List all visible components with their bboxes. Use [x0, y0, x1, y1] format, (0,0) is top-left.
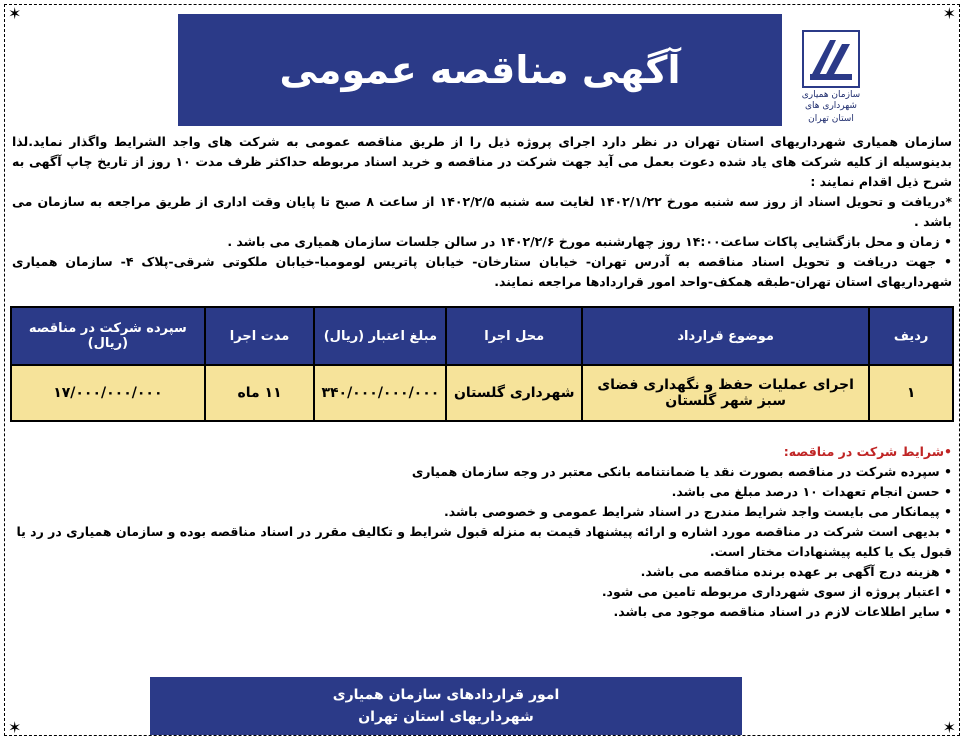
opening-bullet: • زمان و محل بازگشایی پاکات ساعت۱۴:۰۰ روز چهارشنبه مورخ ۱۴۰۲/۲/۶ در سالن جلسات سازمان همیاری می باشد . — [227, 234, 952, 249]
star-ornament-icon: ✶ — [8, 718, 22, 737]
condition-item: • بدیهی است شرکت در مناقصه مورد اشاره و ارائه پیشنهاد قیمت به منزله قبول شرایط و تکالیف مقرر در اسناد مناقصه بوده و سازمان همیاری در رد یا قبول یک یا کلیه پیشنهادات مختار است. — [16, 524, 952, 559]
conditions-section — [12, 442, 952, 622]
condition-item: • حسن انجام تعهدات ۱۰ درصد مبلغ می باشد. — [671, 484, 952, 499]
footer-line1: امور قراردادهای سازمان همیاری — [332, 687, 560, 703]
notice-body — [12, 132, 952, 292]
cell-location: شهرداری گلستان — [446, 365, 582, 421]
logo-text-line1: سازمان همیاری شهرداری های — [801, 90, 861, 111]
receipt-bullet: *دریافت و تحویل اسناد از روز سه شنبه مورخ ۱۴۰۲/۱/۲۲ لغایت سه شنبه ۱۴۰۲/۲/۵ از ساعت ۸ صبح تا پایان وقت اداری از طریق مراجعه به سازمان می باشد . — [12, 194, 953, 229]
header-location: محل اجرا — [446, 307, 582, 365]
organization-logo — [796, 30, 866, 125]
cell-budget: ۳۴۰/۰۰۰/۰۰۰/۰۰۰ — [314, 365, 446, 421]
header-deposit: سپرده شرکت در مناقصه (ریال) — [11, 307, 205, 365]
condition-item: • پیمانکار می بایست واجد شرایط مندرج در اسناد شرایط عمومی و خصوصی باشد. — [444, 504, 952, 519]
condition-item: • سایر اطلاعات لازم در اسناد مناقصه موجود می باشد. — [613, 604, 952, 619]
cell-subject: اجرای عملیات حفظ و نگهداری فضای سبز شهر گلستان — [582, 365, 869, 421]
header-duration: مدت اجرا — [205, 307, 315, 365]
table-header-row — [11, 307, 953, 365]
conditions-title: •شرایط شرکت در مناقصه: — [783, 444, 952, 459]
header-budget: مبلغ اعتبار (ریال) — [314, 307, 446, 365]
logo-icon — [802, 30, 860, 88]
tender-table — [10, 306, 954, 422]
cell-deposit: ۱۷/۰۰۰/۰۰۰/۰۰۰ — [11, 365, 205, 421]
footer-line2: شهرداریهای استان تهران — [358, 709, 534, 725]
condition-item: • اعتبار پروژه از سوی شهرداری مربوطه تامین می شود. — [601, 584, 952, 599]
header-row-number: ردیف — [869, 307, 953, 365]
star-ornament-icon: ✶ — [8, 4, 22, 23]
header-subject: موضوع قرارداد — [582, 307, 869, 365]
notice-title: آگهی مناقصه عمومی — [178, 14, 782, 126]
cell-duration: ۱۱ ماه — [205, 365, 315, 421]
logo-text-line2: استان تهران — [808, 114, 854, 124]
star-ornament-icon: ✶ — [942, 718, 956, 737]
footer-signature — [150, 677, 742, 735]
star-ornament-icon: ✶ — [942, 4, 956, 23]
cell-row-number: ۱ — [869, 365, 953, 421]
condition-item: • سپرده شرکت در مناقصه بصورت نقد یا ضمانتنامه بانکی معتبر در وجه سازمان همیاری — [411, 464, 952, 479]
table-row — [11, 365, 953, 421]
intro-paragraph: سازمان همیاری شهرداریهای استان تهران در نظر دارد اجرای پروژه ذیل را از طریق مناقصه عمومی به شرکت های واجد الشرایط واگذار نماید.لذا بدینوسیله از کلیه شرکت های یاد شده دعوت بعمل می آید جهت شرکت در مناقصه و خرید اسناد مربوطه حداکثر ظرف مدت ۱۰ روز از تاریخ چاپ آگهی به شرح ذیل اقدام نمایند : — [12, 134, 952, 189]
condition-item: • هزینه درج آگهی بر عهده برنده مناقصه می باشد. — [640, 564, 952, 579]
address-bullet: • جهت دریافت و تحویل اسناد مناقصه به آدرس تهران- خیابان ستارخان- خیابان پاتریس لومومبا-خیابان ملکوتی شرقی-پلاک ۴- سازمان همیاری شهرداریهای استان تهران-طبقه همکف-واحد امور قراردادها مراجعه نمایند. — [12, 254, 953, 289]
